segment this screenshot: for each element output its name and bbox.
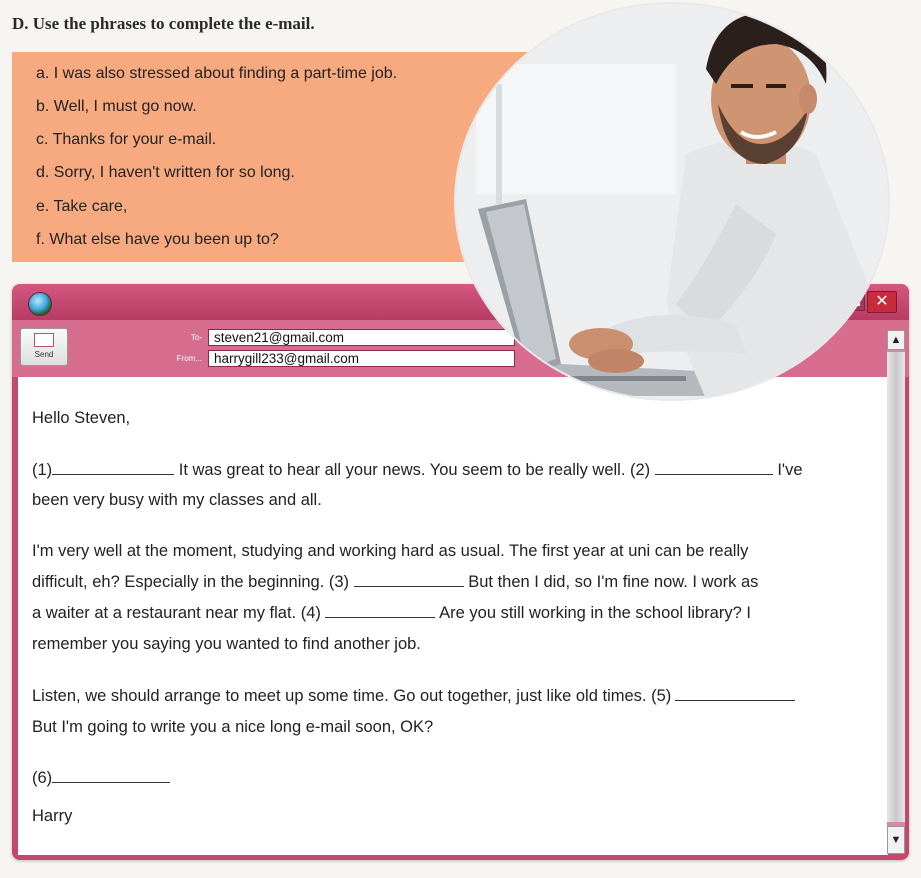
body-text: Are you still working in the school library? I (435, 604, 751, 622)
body-line (32, 573, 758, 592)
blank-6[interactable] (52, 781, 170, 783)
envelope-icon (34, 333, 54, 347)
scroll-down-arrow-icon[interactable]: ▼ (887, 826, 905, 854)
phrase-e: e. Take care, (36, 198, 128, 215)
phrase-c: c. Thanks for your e-mail. (36, 131, 217, 148)
phrase-d: d. Sorry, I haven't written for so long. (36, 164, 295, 181)
blank-2[interactable] (655, 473, 773, 475)
body-text: difficult, eh? Especially in the beginning. (3) (32, 573, 354, 591)
phrase-box (12, 52, 532, 262)
body-line (32, 604, 751, 623)
to-field[interactable]: steven21@gmail.com (208, 329, 515, 346)
man-at-laptop-illustration (456, 4, 888, 399)
scroll-up-arrow-icon[interactable]: ▲ (887, 330, 905, 350)
blank-1[interactable] (52, 473, 174, 475)
blank-number: (1) (32, 461, 53, 479)
phrase-f: f. What else have you been up to? (36, 231, 279, 248)
blank-4[interactable] (325, 616, 435, 618)
body-text: But then I did, so I'm fine now. I work as (463, 573, 759, 591)
send-button[interactable] (20, 328, 68, 366)
scrollbar[interactable] (887, 330, 905, 854)
blank-number: (6) (32, 769, 53, 787)
body-line (32, 769, 170, 788)
phrase-a: a. I was also stressed about finding a part-time job. (36, 65, 398, 82)
phrase-b: b. Well, I must go now. (36, 98, 197, 115)
body-text: Listen, we should arrange to meet up some time. Go out together, just like old times. (5) (32, 687, 672, 705)
body-line: been very busy with my classes and all. (32, 491, 322, 509)
body-line: But I'm going to write you a nice long e-mail soon, OK? (32, 718, 434, 736)
blank-5[interactable] (675, 699, 795, 701)
body-line: I'm very well at the moment, studying and working hard as usual. The first year at uni can be really (32, 542, 749, 560)
exercise-heading: D. Use the phrases to complete the e-mail. (12, 14, 315, 33)
body-text: a waiter at a restaurant near my flat. (4) (32, 604, 326, 622)
close-button[interactable]: ✕ (867, 291, 897, 313)
signature: Harry (32, 807, 73, 825)
scroll-thumb[interactable] (887, 352, 905, 822)
body-text: I've (772, 461, 803, 479)
body-text: It was great to hear all your news. You seem to be really well. (2) (174, 461, 655, 479)
blank-3[interactable] (354, 585, 464, 587)
send-label: Send (34, 350, 54, 359)
man-at-laptop-photo (456, 4, 888, 399)
globe-icon (28, 292, 52, 316)
body-line (32, 687, 795, 706)
to-label: To- (190, 333, 202, 342)
from-label: From... (176, 354, 202, 363)
body-line (32, 461, 803, 480)
greeting: Hello Steven, (32, 409, 131, 427)
body-line: remember you saying you wanted to find another job. (32, 635, 421, 653)
from-field[interactable]: harrygill233@gmail.com (208, 350, 515, 367)
email-body[interactable] (18, 377, 888, 855)
